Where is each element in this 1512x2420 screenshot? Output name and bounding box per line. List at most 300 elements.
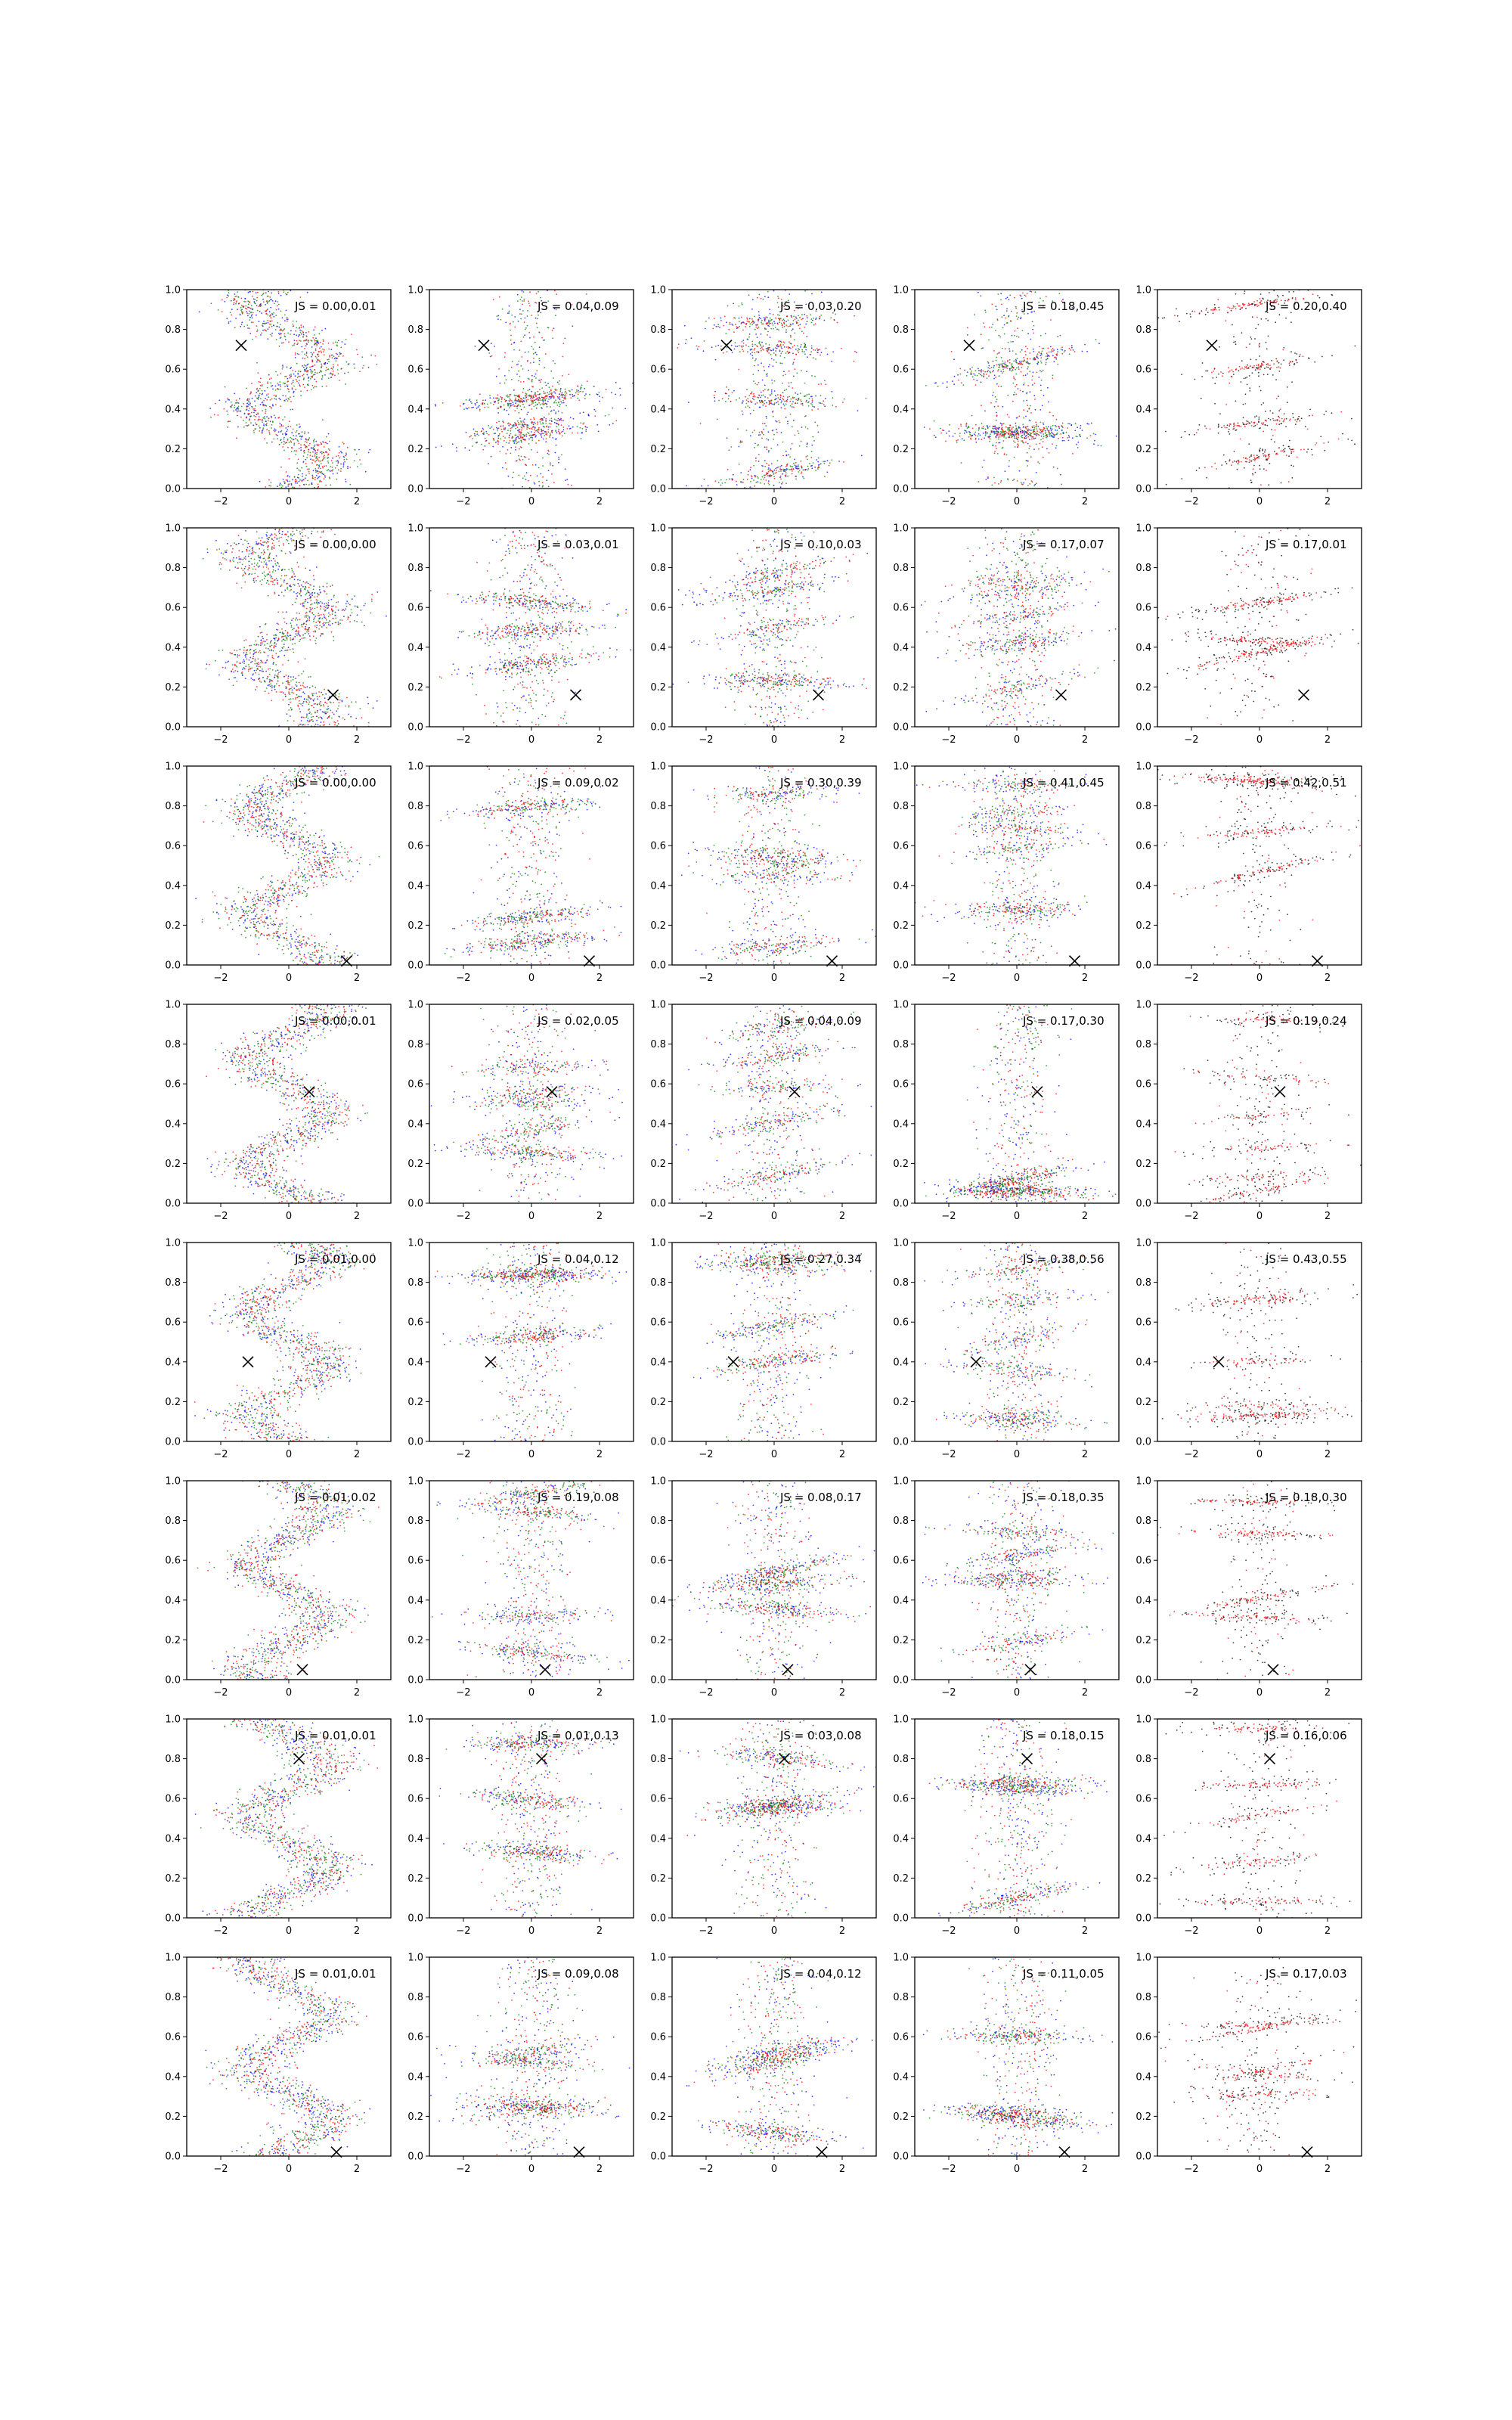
scatter-point [313,440,314,442]
scatter-point [1006,310,1008,312]
scatter-point [256,392,257,393]
scatter-point [307,340,308,342]
scatter-point [785,417,787,418]
scatter-point [321,350,322,352]
scatter-point [816,318,817,319]
scatter-point [1016,436,1018,438]
scatter-point [296,432,297,433]
scatter-point [735,346,736,347]
scatter-point [256,389,258,390]
scatter-point [522,439,524,440]
scatter-point [515,402,516,404]
scatter-point [1031,291,1033,293]
scatter-point [311,361,313,362]
scatter-point [727,469,729,470]
scatter-point [791,469,792,470]
scatter-point [823,461,824,463]
scatter-point [1218,307,1219,309]
scatter-point [562,412,563,414]
scatter-point [328,349,330,350]
scatter-point [1024,351,1026,352]
scatter-point [1072,437,1074,439]
scatter-point [288,389,290,390]
scatter-point [517,294,519,296]
scatter-point [512,361,513,362]
scatter-point [531,395,532,396]
scatter-point [753,393,754,395]
scatter-point [332,467,333,468]
scatter-point [293,334,295,335]
scatter-point [718,482,720,483]
scatter-point [304,431,305,433]
scatter-point [520,437,522,439]
scatter-point [314,445,315,447]
scatter-point [770,395,771,396]
scatter-point [520,433,522,434]
scatter-point [1005,430,1006,432]
scatter-point [547,434,548,436]
scatter-point [997,433,999,434]
scatter-point [332,357,333,358]
scatter-point [1290,449,1292,451]
scatter-point [793,407,795,408]
scatter-point [1027,430,1028,431]
scatter-point [316,386,318,388]
scatter-point [1198,429,1199,430]
scatter-point [281,442,283,443]
scatter-point [559,391,561,392]
scatter-point [804,314,805,315]
scatter-point [517,300,519,302]
scatter-point [264,390,265,392]
scatter-point [529,405,531,406]
scatter-point [308,380,310,382]
scatter-point [531,375,533,377]
scatter-point [539,485,541,486]
scatter-point [299,424,300,425]
scatter-point [547,431,549,433]
scatter-point [559,433,560,435]
scatter-point [225,301,226,302]
scatter-point [254,400,256,402]
scatter-point [278,309,280,310]
panel-r1-c1 [165,285,391,508]
scatter-point [798,352,799,353]
scatter-point [488,352,490,354]
scatter-point [319,348,321,349]
scatter-point [742,414,744,415]
scatter-point [765,328,767,330]
scatter-point [809,463,810,464]
scatter-point [498,421,500,423]
scatter-point [758,365,759,366]
scatter-point [302,476,303,477]
scatter-point [1014,457,1015,458]
scatter-point [767,317,768,318]
scatter-point [491,355,493,357]
scatter-point [790,315,792,317]
scatter-point [259,396,260,397]
scatter-point [231,309,233,310]
scatter-point [1278,410,1280,411]
scatter-point [472,445,473,447]
scatter-point [789,371,790,372]
scatter-point [1039,352,1040,353]
scatter-point [797,430,798,432]
scatter-point [1277,295,1278,296]
scatter-point [1029,434,1030,436]
scatter-point [268,432,270,433]
scatter-point [1052,351,1054,352]
scatter-point [315,356,317,358]
scatter-point [1016,431,1018,433]
scatter-point [1116,436,1117,437]
scatter-point [291,438,293,439]
scatter-point [500,438,501,439]
scatter-point [488,463,489,464]
scatter-point [1049,436,1050,437]
scatter-point [609,424,610,426]
scatter-point [528,332,530,334]
scatter-point [1324,414,1325,415]
scatter-point [1277,419,1278,420]
scatter-point [1019,470,1021,472]
scatter-point [485,431,487,433]
scatter-point [280,482,281,484]
scatter-point [533,337,534,338]
scatter-point [248,404,249,405]
scatter-point [1244,290,1246,292]
scatter-point [795,318,796,320]
scatter-point [322,377,324,378]
scatter-point [768,450,770,451]
scatter-point [761,320,763,321]
scatter-point [536,408,538,409]
scatter-point [338,373,339,374]
scatter-point [1030,433,1032,434]
scatter-point [259,381,260,383]
scatter-point [1303,355,1304,357]
scatter-point [723,352,724,354]
scatter-point [745,396,746,398]
scatter-point [543,423,544,424]
scatter-point [321,371,322,373]
scatter-point [552,330,553,331]
scatter-point [1199,424,1201,426]
scatter-point [517,364,519,365]
scatter-point [746,318,748,319]
scatter-point [1045,435,1046,436]
scatter-point [328,361,330,362]
scatter-point [315,470,317,471]
scatter-point [314,479,316,480]
scatter-point [1049,452,1050,454]
y-tick-label: 0.4 [165,404,181,415]
scatter-point [981,295,982,296]
scatter-point [222,299,223,301]
scatter-point [993,370,994,371]
scatter-points [1137,290,1373,489]
scatter-point [999,335,1000,337]
scatter-point [619,388,621,389]
scatter-point [1206,428,1207,430]
scatter-point [784,389,785,391]
scatter-point [485,440,487,442]
scatter-point [254,299,256,300]
scatter-point [505,401,507,402]
scatter-point [274,398,275,399]
scatter-point [952,380,953,382]
scatter-point [989,327,990,328]
scatter-point [1323,442,1325,444]
scatter-point [497,400,499,402]
scatter-point [953,436,954,437]
scatter-point [497,315,498,317]
scatter-point [1045,364,1046,365]
scatter-point [265,310,266,312]
scatter-point [732,479,733,481]
scatter-point [508,370,510,371]
scatter-point [524,418,525,420]
scatter-point [829,462,831,464]
scatter-point [720,485,722,486]
scatter-point [960,424,962,425]
scatter-point [1017,417,1018,418]
scatter-point [536,370,538,371]
scatter-point [502,397,503,399]
y-tick-label: 0.6 [893,365,909,376]
scatter-point [321,364,322,365]
scatter-point [940,433,942,434]
scatter-point [257,329,259,330]
scatter-point [792,473,793,475]
scatter-point [520,318,522,320]
scatter-point [241,406,243,408]
scatter-point [993,392,994,393]
scatter-point [299,485,301,486]
scatter-point [511,405,513,407]
scatter-point [342,466,344,467]
scatter-point [761,465,763,467]
scatter-point [509,407,510,408]
scatter-point [513,402,514,403]
scatter-point [229,420,231,422]
scatter-point [815,396,816,397]
scatter-point [310,458,311,460]
scatter-point [435,405,436,407]
scatter-point [818,464,820,466]
scatter-point [761,431,763,433]
scatter-point [522,424,523,426]
scatter-point [274,414,275,416]
scatter-point [740,481,742,482]
scatter-point [719,327,720,328]
scatter-point [771,464,773,465]
scatter-point [241,324,243,325]
scatter-point [305,484,307,486]
scatter-point [514,442,516,443]
scatter-point [340,470,342,472]
scatter-point [1254,422,1256,424]
scatter-point [1222,375,1223,377]
scatter-point [981,369,982,371]
scatter-point [1219,413,1221,414]
scatter-point [620,394,621,396]
scatter-point [1272,418,1274,420]
scatter-point [854,315,855,317]
scatter-point [773,365,774,367]
scatter-point [290,401,292,402]
scatter-point [1268,365,1269,366]
scatter-point [514,410,516,411]
scatter-point [1067,423,1069,424]
scatter-point [312,476,314,478]
scatter-point [343,459,345,461]
scatter-point [510,403,512,405]
scatter-point [1198,467,1200,469]
scatter-point [1238,464,1239,465]
scatter-point [525,424,527,426]
scatter-point [745,406,747,408]
scatter-point [1027,333,1029,334]
scatter-point [1009,417,1010,418]
scatter-point [1014,377,1015,379]
scatter-point [1289,420,1290,421]
scatter-point [325,370,327,371]
scatter-point [540,381,541,383]
scatter-point [810,396,812,398]
scatter-point [805,349,807,351]
scatter-point [228,399,229,401]
scatter-point [775,395,776,396]
scatter-point [824,476,826,477]
scatter-point [236,437,237,439]
scatter-point [726,479,727,481]
scatter-point [1250,365,1251,367]
scatter-point [752,358,754,359]
scatter-point [782,363,783,365]
scatter-point [1030,430,1032,431]
scatter-point [790,405,792,407]
scatter-point [783,371,785,372]
scatter-point [1002,327,1004,328]
scatter-point [726,393,727,395]
scatter-point [1017,318,1018,320]
scatter-point [528,433,530,434]
scatter-point [295,352,296,354]
scatter-point [795,368,796,370]
scatter-point [720,318,722,319]
scatter-point [578,394,579,396]
scatter-point [770,328,772,330]
scatter-point [328,368,330,370]
scatter-point [317,340,318,341]
scatter-point [1281,482,1282,484]
scatter-point [983,433,984,434]
scatter-point [792,346,794,348]
scatter-point [794,340,795,341]
scatter-point [1250,304,1252,306]
scatter-point [789,396,790,398]
scatter-point [271,321,273,322]
scatter-point [1273,290,1275,292]
scatter-point [268,338,269,340]
scatter-point [547,383,549,384]
scatter-point [315,441,317,442]
scatter-point [517,405,519,407]
scatter-point [254,419,256,420]
scatter-point [314,455,316,456]
scatter-point [799,470,801,471]
scatter-point [483,429,485,430]
scatter-point [295,438,296,439]
scatter-point [240,411,242,412]
scatter-point [469,399,471,400]
scatter-point [736,326,738,327]
scatter-point [299,479,301,481]
scatter-point [255,405,256,407]
scatter-point [271,482,272,483]
scatter-point [1263,374,1265,376]
scatter-point [529,306,531,307]
scatter-point [697,349,699,350]
scatter-point [308,342,309,343]
scatter-point [773,352,775,354]
scatter-point [811,318,813,320]
scatter-point [997,453,999,455]
scatter-point [519,309,521,310]
scatter-point [305,370,307,371]
scatter-point [307,365,308,366]
scatter-point [553,482,555,483]
scatter-point [302,358,304,359]
scatter-point [330,372,332,374]
scatter-point [1176,309,1177,310]
scatter-point [780,346,782,348]
scatter-point [252,398,253,399]
scatter-point [525,318,526,319]
scatter-points [910,290,1117,488]
scatter-point [973,374,974,375]
scatter-point [484,403,485,405]
scatter-point [958,428,959,430]
scatter-point [1017,438,1018,439]
scatter-point [999,433,1000,435]
scatter-point [246,425,247,427]
scatter-point [522,304,523,306]
scatter-point [531,429,533,430]
scatter-point [573,418,575,420]
scatter-point [1063,432,1064,433]
scatter-point [996,383,998,385]
scatter-point [967,334,968,336]
scatter-point [558,397,559,399]
scatter-point [1294,364,1295,365]
scatter-point [1137,384,1139,386]
scatter-point [747,351,748,352]
scatter-point [959,433,961,434]
scatter-point [1014,297,1015,299]
scatter-point [228,414,229,415]
scatter-point [824,320,826,321]
scatter-point [1048,427,1049,428]
scatter-point [1073,349,1074,351]
scatter-point [820,355,821,356]
scatter-point [228,398,229,399]
scatter-point [301,346,302,348]
scatter-point [768,325,770,327]
scatter-point [535,396,537,397]
